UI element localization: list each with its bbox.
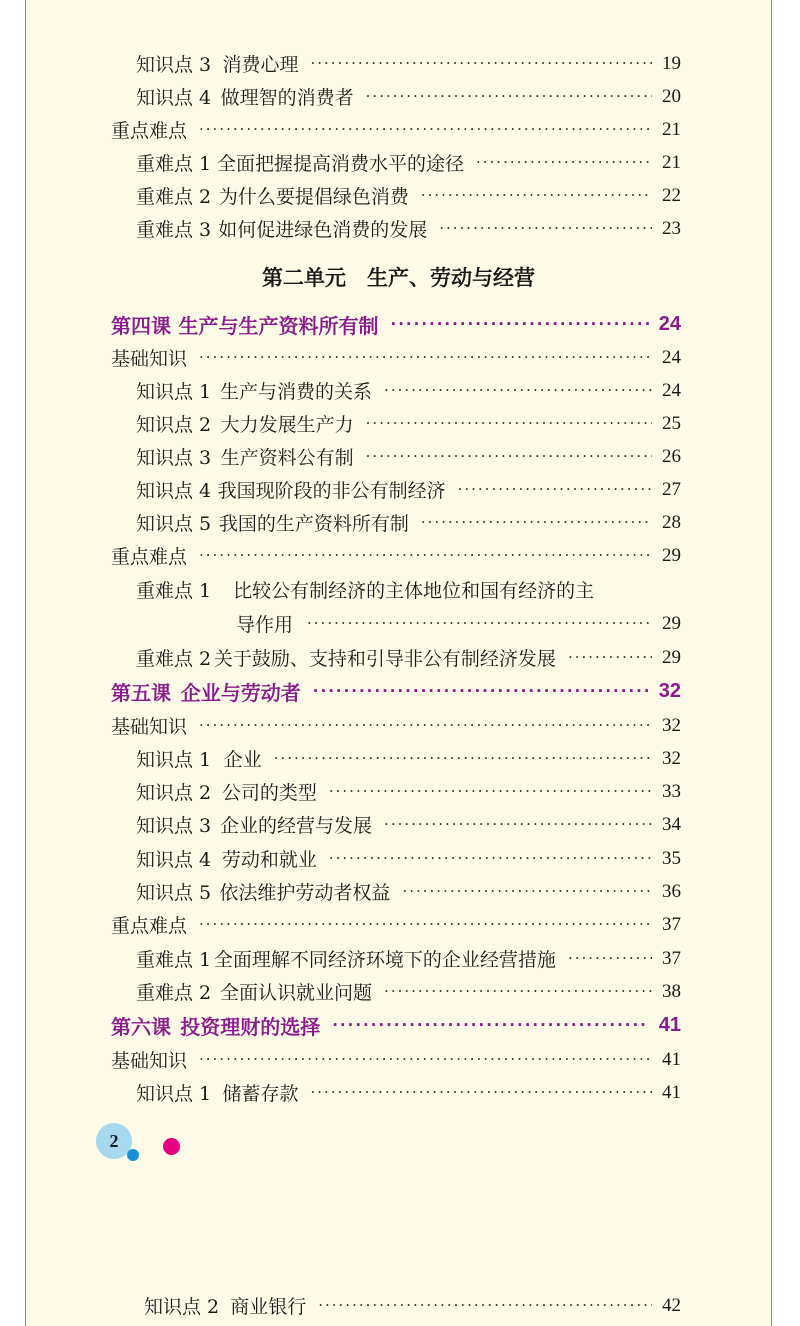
toc-entry-subtopic[interactable] (26, 440, 681, 473)
entry-label: 重难点 2 (136, 648, 212, 670)
entry-title: 比较公有制经济的主体地位和国有经济的主 (233, 580, 595, 602)
entry-page: 32 (662, 747, 681, 769)
entry-title: 导作用 (236, 614, 294, 636)
entry-label: 知识点 4 (136, 849, 212, 871)
toc-entry-subtopic[interactable] (26, 374, 681, 407)
entry-title: 全面理解不同经济环境下的企业经营措施 (213, 949, 556, 971)
leader-dots (329, 775, 652, 808)
toc-entry-subtopic[interactable] (26, 506, 681, 539)
toc-entry-subtopic[interactable] (26, 80, 681, 113)
toc-entry-subtopic[interactable] (26, 875, 681, 908)
leader-dots (307, 607, 652, 640)
entry-title: 生产资料公有制 (220, 447, 354, 469)
entry-label: 知识点 3 (136, 447, 212, 469)
toc-entry-section[interactable] (26, 341, 681, 374)
entry-label: 知识点 2 (144, 1296, 220, 1318)
entry-label: 知识点 1 (136, 749, 212, 771)
toc-entry-continuation[interactable] (26, 607, 681, 640)
leader-dots (439, 212, 652, 245)
decorative-blue-dot (127, 1149, 139, 1161)
leader-dots (318, 1289, 652, 1322)
entry-page: 41 (662, 1081, 681, 1103)
toc-entry-lesson[interactable] (26, 308, 681, 341)
entry-page: 25 (662, 412, 681, 434)
entry-title: 做理智的消费者 (220, 87, 354, 109)
leader-dots (310, 47, 652, 80)
entry-page: 28 (662, 511, 681, 533)
entry-page: 24 (662, 379, 681, 401)
leader-dots (391, 308, 649, 341)
entry-page: 21 (662, 118, 681, 140)
entry-title: 大力发展生产力 (220, 414, 354, 436)
leader-dots (384, 374, 652, 407)
entry-label: 重难点 1 (136, 153, 212, 175)
entry-title: 劳动和就业 (221, 849, 317, 871)
leader-dots (402, 875, 652, 908)
leader-dots (199, 539, 652, 572)
entry-page: 36 (662, 880, 681, 902)
entry-title: 重点难点 (111, 915, 188, 937)
entry-title: 消费心理 (222, 54, 299, 76)
leader-dots (310, 1076, 652, 1109)
entry-title: 基础知识 (111, 1050, 188, 1072)
entry-title: 为什么要提倡绿色消费 (218, 186, 409, 208)
leader-dots (274, 742, 652, 775)
toc-entry-section[interactable] (26, 1043, 681, 1076)
entry-page: 29 (662, 646, 681, 668)
leader-dots (421, 179, 652, 212)
toc-entry-subtopic[interactable] (26, 842, 681, 875)
toc-entry-subtopic[interactable] (26, 942, 681, 975)
toc-entry-section[interactable] (26, 539, 681, 572)
toc-entry-subtopic[interactable] (26, 641, 681, 674)
entry-page: 41 (658, 1014, 681, 1036)
entry-page: 20 (662, 85, 681, 107)
entry-page: 37 (662, 947, 681, 969)
leader-dots (476, 146, 652, 179)
entry-page: 27 (662, 478, 681, 500)
entry-title: 基础知识 (111, 348, 188, 370)
toc-entry-subtopic[interactable] (26, 179, 681, 212)
entry-label: 知识点 3 (136, 54, 212, 76)
entry-label: 知识点 2 (136, 782, 212, 804)
toc-entry-subtopic[interactable] (26, 146, 681, 179)
entry-page: 32 (662, 714, 681, 736)
entry-label: 知识点 4 (136, 480, 212, 502)
toc-entry-subtopic[interactable] (26, 407, 681, 440)
entry-title: 企业与劳动者 (180, 681, 301, 705)
entry-title: 生产与消费的关系 (220, 381, 373, 403)
unit-heading (26, 260, 771, 293)
entry-title: 全面认识就业问题 (220, 982, 373, 1004)
entry-page: 42 (662, 1294, 681, 1316)
toc-entry-subtopic[interactable] (26, 473, 681, 506)
entry-title: 商业银行 (230, 1296, 307, 1318)
toc-entry-subtopic[interactable] (26, 212, 681, 245)
entry-page: 38 (662, 980, 681, 1002)
entry-title: 关于鼓励、支持和引导非公有制经济发展 (213, 648, 556, 670)
entry-title: 基础知识 (111, 716, 188, 738)
entry-page: 29 (662, 612, 681, 634)
leader-dots (199, 341, 652, 374)
entry-page: 35 (662, 847, 681, 869)
entry-label: 知识点 5 (136, 882, 212, 904)
entry-page: 22 (662, 184, 681, 206)
entry-label: 知识点 2 (136, 414, 212, 436)
toc-entry-section[interactable] (26, 709, 681, 742)
leader-dots (199, 709, 652, 742)
toc-entry-section[interactable] (26, 908, 681, 941)
footer-toc-entry[interactable] (26, 1289, 681, 1322)
toc-entry-lesson[interactable] (26, 1009, 681, 1042)
entry-label: 重难点 1 (136, 949, 212, 971)
leader-dots (421, 506, 652, 539)
leader-dots (199, 908, 652, 941)
toc-entry-subtopic[interactable] (26, 775, 681, 808)
leader-dots (313, 675, 649, 708)
entry-page: 34 (662, 813, 681, 835)
entry-label: 第六课 (111, 1015, 171, 1039)
entry-label: 知识点 3 (136, 815, 212, 837)
entry-label: 重难点 1 (136, 580, 212, 602)
decorative-pink-dot (163, 1138, 180, 1155)
entry-title: 生产与生产资料所有制 (178, 314, 379, 338)
entry-label: 知识点 4 (136, 87, 212, 109)
entry-page: 29 (662, 544, 681, 566)
leader-dots (458, 473, 652, 506)
toc-entry-subtopic[interactable] (26, 742, 681, 775)
entry-title: 储蓄存款 (222, 1083, 299, 1105)
entry-page: 41 (662, 1048, 681, 1070)
entry-page: 23 (662, 217, 681, 239)
page-number: 2 (109, 1130, 119, 1151)
leader-dots (384, 808, 652, 841)
entry-label: 重难点 2 (136, 982, 212, 1004)
entry-page: 33 (662, 780, 681, 802)
entry-label: 知识点 1 (136, 381, 212, 403)
toc-entry-lesson[interactable] (26, 675, 681, 708)
toc-entry-section[interactable] (26, 113, 681, 146)
leader-dots (366, 440, 652, 473)
entry-page: 19 (662, 52, 681, 74)
entry-label: 知识点 5 (136, 513, 212, 535)
entry-title: 投资理财的选择 (180, 1015, 321, 1039)
leader-dots (568, 942, 652, 975)
entry-title: 我国的生产资料所有制 (218, 513, 409, 535)
toc-entry-subtopic[interactable] (26, 975, 681, 1008)
entry-label: 第五课 (111, 681, 171, 705)
entry-page: 32 (658, 680, 681, 702)
entry-title: 重点难点 (111, 546, 188, 568)
leader-dots (332, 1009, 649, 1042)
toc-entry-subtopic[interactable] (26, 808, 681, 841)
document-page (25, 0, 772, 1326)
leader-dots (329, 842, 652, 875)
leader-dots (199, 1043, 652, 1076)
entry-page: 24 (662, 346, 681, 368)
entry-page: 21 (662, 151, 681, 173)
entry-label: 重难点 3 (136, 219, 212, 241)
entry-label: 重难点 2 (136, 186, 212, 208)
leader-dots (366, 80, 652, 113)
toc-entry-subtopic[interactable] (26, 573, 681, 606)
toc-entry-subtopic[interactable] (26, 47, 681, 80)
entry-title: 企业 (223, 749, 262, 771)
entry-title: 公司的类型 (221, 782, 317, 804)
entry-label: 知识点 1 (136, 1083, 212, 1105)
leader-dots (568, 641, 652, 674)
entry-title: 依法维护劳动者权益 (219, 882, 391, 904)
entry-page: 24 (658, 313, 681, 335)
unit-title: 第二单元 生产、劳动与经营 (262, 265, 535, 290)
leader-dots (366, 407, 652, 440)
entry-page: 26 (662, 445, 681, 467)
entry-title: 我国现阶段的非公有制经济 (217, 480, 446, 502)
leader-dots (384, 975, 652, 1008)
leader-dots (199, 113, 652, 146)
toc-entry-subtopic[interactable] (26, 1076, 681, 1109)
entry-page: 37 (662, 913, 681, 935)
entry-title: 企业的经营与发展 (220, 815, 373, 837)
entry-label: 第四课 (111, 314, 171, 338)
entry-title: 全面把握提高消费水平的途径 (216, 153, 464, 175)
entry-title: 重点难点 (111, 120, 188, 142)
entry-title: 如何促进绿色消费的发展 (218, 219, 428, 241)
